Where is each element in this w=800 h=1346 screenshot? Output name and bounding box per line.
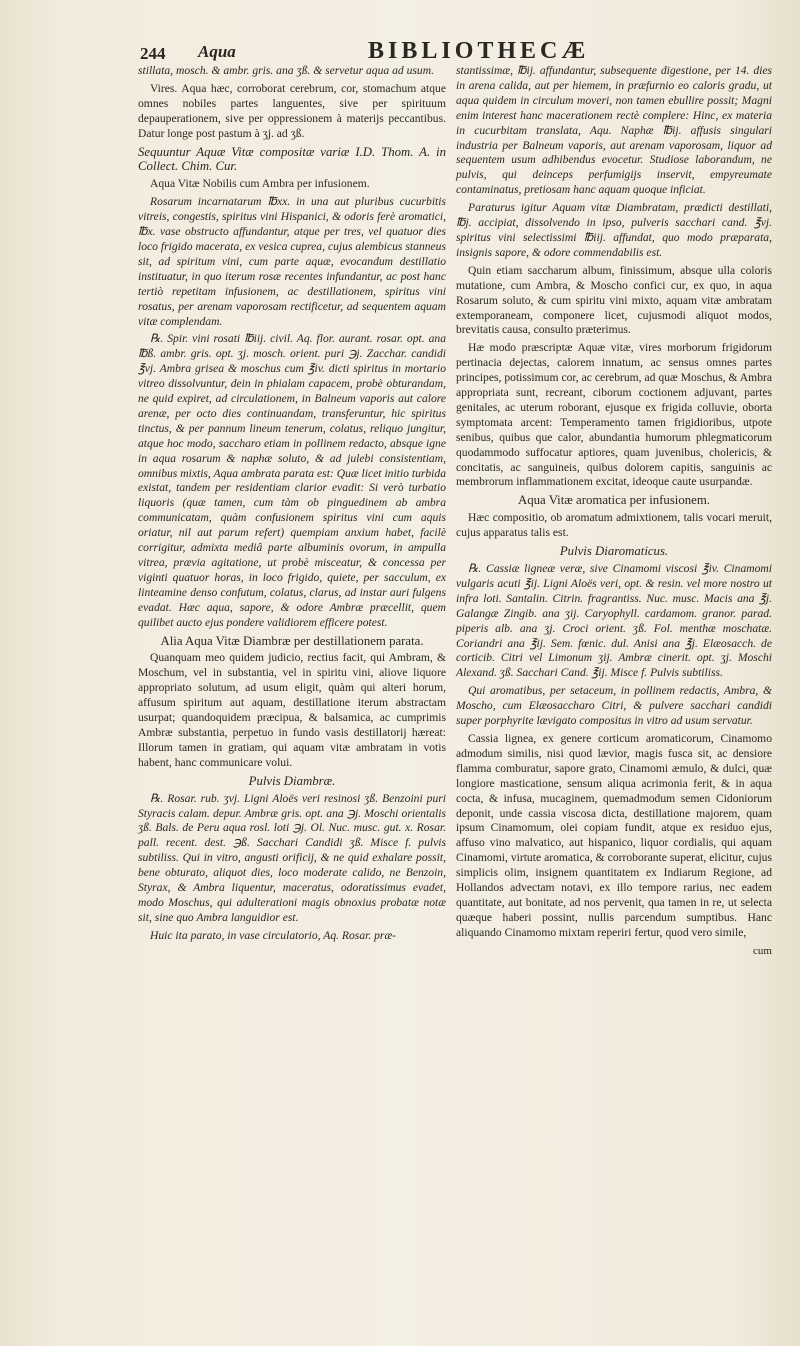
paragraph: Qui aromatibus, per setaceum, in pollinem redactis, Ambra, & Moscho, cum Elæosaccharo Citri, & pulvere sacchari candidi super porphyrite lævigato compositus in vitro ad usum servatur.	[456, 684, 772, 728]
paragraph: Paraturus igitur Aquam vitæ Diambratam, prædicti destillati, ℔j. accipiat, dissolvendo in ipso, pulveris sacchari cand. ℥vj. spiritus vini selectissimi ℔iij. affundat, quo modo præparata, insignis sapore, & odore commendabilis est.	[456, 201, 772, 259]
paragraph: Hæc compositio, ob aromatum admixtionem, talis vocari meruit, cujus apparatus talis est.	[456, 511, 772, 540]
paragraph: Cassia lignea, ex genere corticum aromaticorum, Cinamomo admodum similis, nisi quod lævior, magis fusca sit, ac densiore flamma comburatur, sapore grato, Cinamomi æmulo, & dulci, quæ longiore masticatione, sensum aliqua acrimonia ferit, & in aqua cocta, & infusa, mucaginem, quemadmodum semen Cidoniorum deponit, unde cassia viscosa dicta, destillatione majorem, quam ipsum Cinamomum, olei copiam fundit, atque ex residuo ejus, affuso vino malvatico, aut hispanico, liquor cordialis, qui aquam Cinamomi, virtute aromatica, & corroborante superat, elicitur, cujus simplicis olim, insignem quantitatem ex Indiarum Regione, ad Hollandos advectam notavi, ex illo tempore rarius, nec eadem quantitate, aut bonitate, ad nos pervenit, qua tamen in re, ut selecta quæque haberi possint, nullis parcendum sumptibus. Hanc aliquando Cinamomo mixtam reperiri fertur, quod vero simile,	[456, 731, 772, 939]
catchword: cum	[753, 944, 772, 957]
paragraph: Quanquam meo quidem judicio, rectius facit, qui Ambram, & Moschum, vel in substantia, vel in spiritu vini, aliove liquore appropriato solutum, ad usum eligit, quàm qui alteri horum, affusum spiritum aut aquam, destillatione iterum abstractam usurpat; quandoquidem præcipua, & balsamica, ac cumprimis Ambræ substantia, perpetuo in fundo vasis destillatorij hæreat: Illorum tamen in gratiam, qui aquam vitæ ambratam in votis habent, hanc communicare volui.	[138, 651, 446, 769]
section-heading: Pulvis Diambræ.	[248, 773, 336, 788]
right-column	[456, 64, 772, 962]
section-heading: Aqua Vitæ aromatica per infusionem.	[518, 493, 710, 508]
section-heading: Sequuntur Aquæ Vitæ compositæ variæ I.D. Thom. A. in Collect. Chim. Cur.	[138, 144, 446, 174]
running-mark: Aqua	[198, 42, 236, 61]
paragraph: Aqua Vitæ Nobilis cum Ambra per infusionem.	[150, 177, 370, 191]
paragraph: Hæ modo præscriptæ Aquæ vitæ, vires morborum frigidorum pertinacia dejectas, calorem innatum, ac sensus omnes partes principes, potissimum cor, ac cerebrum, ad quæ Moschus, & Ambra appropriata sunt, recreant, ciborum coctionem adjuvant, partes genitales, ac uterum roborant, ejusque ex frigida colluvie, oborta symptomata arcent: Temperamento tamen frigidioribus, utpote senibus, quibus que calor, abundantia humorum phlegmaticorum quodammodo suffocatur aptiores, quam juvenibus, cholericis, & concitatis, ac sanguineis, quibus dolorem capitis, sanguinis ac membrorum inflammationem excitat, ideoque caute usurpandæ.	[456, 341, 772, 489]
paragraph: stillata, mosch. & ambr. gris. ana ʒß. & servetur aqua ad usum.	[138, 64, 434, 77]
left-column	[138, 64, 446, 947]
recipe-paragraph: ℞. Spir. vini rosati ℔iij. civil. Aq. flor. aurant. rosar. opt. ana ℔ß. ambr. gris. opt. ʒj. mosch. orient. puri ℈j. Zacchar. candidi ℥vj. Ambra grisea & moschus cum ℥iv. dicti spiritus in mortario vitreo dissolvuntur, dein in phialam capacem, probè obturandam, ne quid expiret, ad circulationem, in Balneum vaporis aut calore arenæ, per octo dies continuandam, transferuntur, hic spiritus tinctus, & per pannum lineum tenerum, colatus, reliquo jungitur, atque hoc modo, saccharo etiam in pollinem redacto, absque igne in aqua rosarum & naphæ soluto, & ad julebi consistentiam, omnibus mixtis, Aqua ambrata parata est: Quæ licet initio turbida existat, tandem per residentiam clarior evadit: Si verò turbatio liquoris (quæ tamen, cum tàm ob pinguedinem ab ambra communicatam, quàm confusionem spiritus vini cum aquis oriatur, nil aut parum refert) quempiam anxium habet, facilè corrigitur, admixta mediâ parte albuminis ovorum, in ampulla vitrea, prævia agitatione, ut probè misceatur, & concessa per viginti quatuor horas, in loco frigido, quiete, per sacculum, ex linteamine denso confutum, colatus, clarus, ad instar auri fulgens evadat. Hæc aqua, sapore, & odore Ambræ præcellit, quem quilibet aucto ejus pondere validiorem efficere potest.	[138, 332, 446, 629]
page-number: 244	[140, 44, 166, 63]
paragraph: Quin etiam saccharum album, finissimum, absque ulla coloris mutatione, cum Ambra, & Moscho confici cur, ex quo, in aqua Rosarum soluto, & cum spiritu vini mixto, aquam vitæ ambratam extemporaneam, componere licet, cujusmodi aliquot modos, brevitatis causa, consulto præterimus.	[456, 263, 772, 337]
section-heading: Alia Aqua Vitæ Diambræ per destillationem parata.	[160, 633, 424, 648]
section-heading: Pulvis Diaromaticus.	[559, 544, 669, 559]
running-title: BIBLIOTHECÆ	[368, 38, 590, 64]
paragraph: Huic ita parato, in vase circulatorio, Aq. Rosar. præ-	[150, 928, 397, 942]
paragraph: Vires. Aqua hæc, corroborat cerebrum, cor, stomachum atque omnes nobiles partes languentes, sive per spirituum depauperationem, sive per oppressionem à materijs peccantibus. Datur longe post pastum à ʒj. ad ʒß.	[138, 81, 446, 140]
recipe-paragraph: ℞. Cassiæ ligneæ veræ, sive Cinamomi viscosi ℥iv. Cinamomi vulgaris acuti ℥ij. Ligni Aloës veri, opt. & resin. vel more nostro ut infra loti. Santalin. Citrin. fragrantiss. Nuc. musc. Macis ana ℥j. Galangæ Zingib. ana ʒij. Caryophyll. cardamom. granor. parad. piperis alb. ana ʒj. Croci orient. ʒß. Fol. menthæ moschatæ. Coriandri ana ℥ij. Sem. fœnic. dul. Anisi ana ℥j. Elæosacch. de corticib. Citri vel Limonum ʒij. Ambræ cinerit. opt. ʒj. Moschi Alexand. ʒß. Sacchari Cand. ℥ij. Misce f. Pulvis subtiliss.	[456, 562, 772, 680]
paragraph: stantissimæ, ℔ij. affundantur, subsequente digestione, per 14. dies in arena calida, aut per hiemem, in præfurnio eo caloris gradu, ut aqua quidem in circulum moveri, non tamen ebullire possit; Magni enim interest hanc macerationem rectè complere: Hinc, ex materia in cucurbitam translata, Aqu. Naphæ ℔ij. affusis singulari industria per Balneum vaporis, aut arenam vaporosam, liquor ad sequentem usum adhibendus evocetur. Studiose laborandum, ne pulvis, qui deinceps perfumigijs inservit, empyreumate contaminatus, pretiosam hanc aquam quoque inficiat.	[456, 64, 772, 197]
recipe-paragraph: ℞. Rosar. rub. ʒvj. Ligni Aloës veri resinosi ʒß. Benzoini puri Styracis calam. depur. Ambræ gris. opt. ana ℈j. Moschi orientalis ʒß. Bals. de Peru aqua rosl. loti ℈j. Ol. Nuc. musc. gut. x. Rosar. pall. recent. dest. ℈ß. Sacchari Candidi ʒß. Misce f. pulvis subtiliss. Qui in vitro, angusti orificij, & ne quid exhalare possit, bene obturato, aliquot dies, loco moderate calido, ne Benzoin, Styrax, & Ambra liquentur, maceratus, odoratissimus evadet, modo Moschus, qui adulterationi magis obnoxius probatæ notæ sit, sine quo Ambra languidior est.	[138, 791, 446, 924]
paragraph: Rosarum incarnatarum ℔xx. in una aut pluribus cucurbitis vitreis, congestis, spiritus vini Hispanici, & odoris ferè aromatici, ℔x. vase obstructo affundantur, atque per tres, vel quatuor dies loco frigido macerata, ex vesica cuprea, cujus alembicus stanneus sit, ad spiritum vini, cum parte aquæ, evocandum destillatio instituatur, in quo iterum rosæ recentes infundantur, ac post hanc tertiò repetitam infusionem, ac destillationem, spiritus vini rosatus, per arenam vaporosam rectificetur, ad sequentem aquam vitæ complendam.	[138, 195, 446, 328]
